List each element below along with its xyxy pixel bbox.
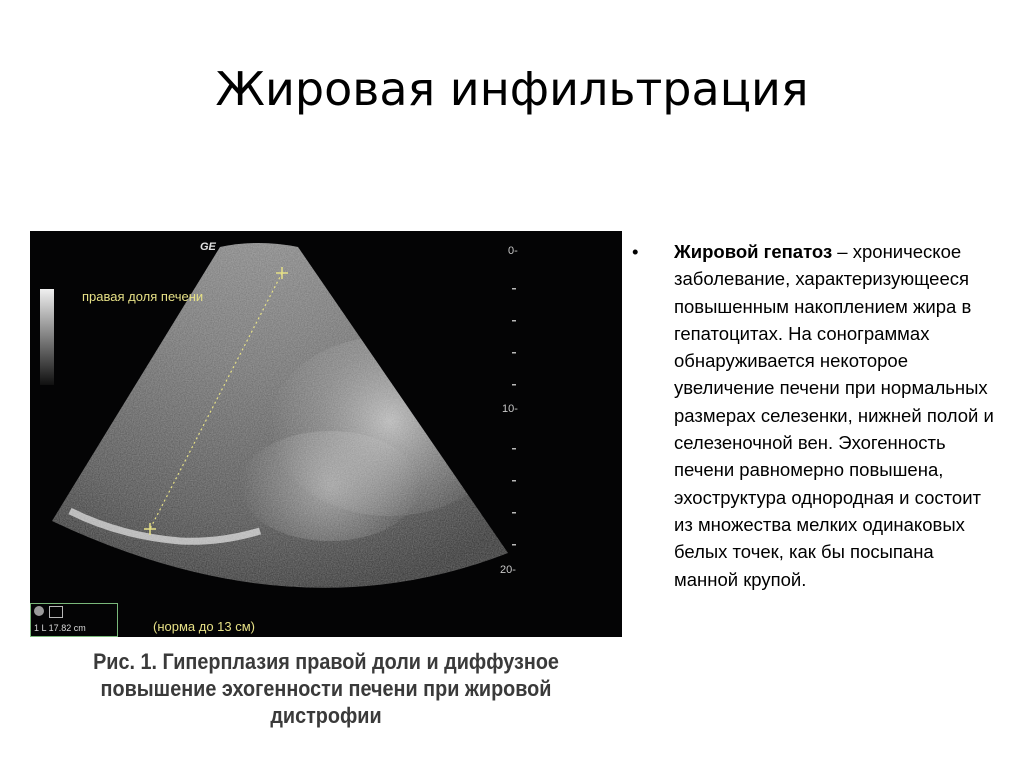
depth-tick-label: 20-: [500, 564, 516, 576]
slide-title: Жировая инфильтрация: [215, 62, 809, 116]
bullet-text: – хроническое заболевание, характеризующееся повышенным накоплением жира в гепатоцитах. На сонограммах обнаруживается некоторое увеличение печени при нормальных размерах селезенки, нижней полой и селезеночной вен. Эхогенность печени равномерно повышена, эхоструктура однородная и состоит из множества мелких одинаковых белых точек, как бы посыпана манной крупой.: [674, 241, 994, 590]
measurement-box: [30, 603, 118, 637]
term-bold: Жировой гепатоз: [674, 241, 833, 262]
grayscale-bar: [40, 289, 54, 385]
depth-tick-label: 10-: [502, 403, 518, 415]
figure-caption: Рис. 1. Гиперплазия правой доли и диффузное повышение эхогенности печени при жировой дистрофии: [93, 649, 559, 728]
bullet-content: [632, 238, 1002, 593]
bullet-paragraph: [674, 238, 1002, 593]
brand-logo: GE: [200, 241, 216, 253]
label-norm: (норма до 13 см): [153, 619, 256, 634]
depth-scale: [512, 288, 516, 546]
record-icon: [34, 606, 44, 616]
bullet-marker: •: [632, 241, 639, 262]
measurement-readout: 1 L 17.82 cm: [34, 623, 86, 633]
label-right-lobe: правая доля печени: [82, 289, 204, 304]
ultrasound-figure: [30, 231, 622, 637]
probe-icon: [49, 606, 63, 618]
depth-tick-label: 0-: [508, 245, 518, 257]
